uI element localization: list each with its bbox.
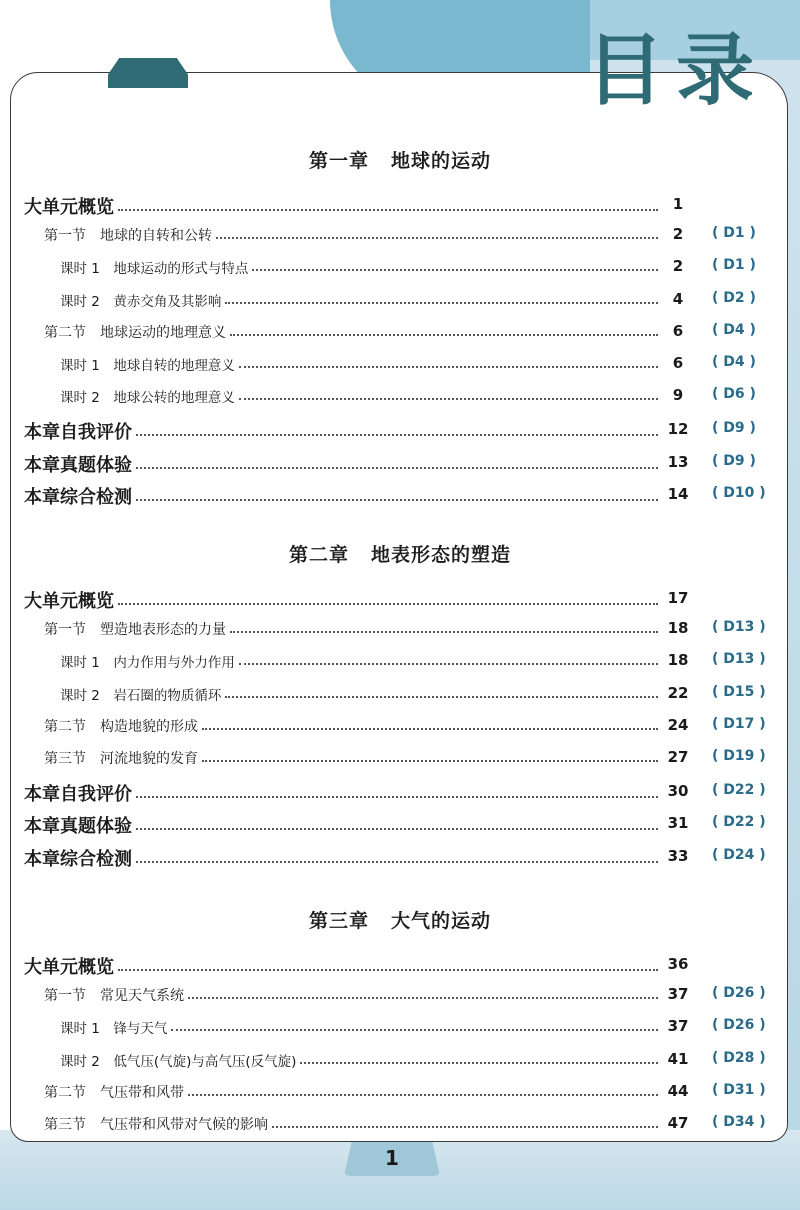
toc-entry-answer-ref: ( D17 ) [712, 715, 766, 732]
toc-entry-label: 课时 2 岩石圈的物质循环 [60, 687, 222, 704]
toc-entry[interactable] [0, 780, 800, 808]
toc-entry[interactable] [0, 322, 800, 350]
toc-entry-page: 47 [667, 1114, 689, 1132]
toc-entry[interactable] [0, 193, 800, 221]
chapter-number: 第三章 [309, 906, 369, 933]
chapter-number: 第一章 [309, 146, 369, 173]
toc-entry-answer-ref: ( D22 ) [712, 814, 766, 831]
toc-entry-page: 24 [667, 715, 689, 734]
chapter-heading [0, 540, 800, 567]
dot-leader [239, 366, 658, 368]
toc-entry-label: 大单元概览 [24, 197, 114, 218]
toc-entry-answer-ref: ( D6 ) [712, 386, 756, 403]
toc-entry[interactable] [0, 1017, 800, 1045]
toc-entry-answer-ref: ( D15 ) [712, 683, 766, 700]
chapter-heading-text [283, 906, 517, 933]
toc-entry-label: 本章自我评价 [24, 422, 132, 444]
toc-entry-label: 课时 2 低气压(气旋)与高气压(反气旋) [60, 1053, 297, 1070]
toc-entry-label: 第二节 气压带和风带 [44, 1084, 184, 1101]
toc-entry-label: 课时 1 内力作用与外力作用 [60, 655, 235, 672]
toc-entry-page: 1 [672, 195, 684, 213]
toc-entry[interactable] [0, 257, 800, 285]
toc-entry[interactable] [0, 386, 800, 414]
toc-entry-answer-ref: ( D26 ) [712, 1017, 766, 1034]
chapter-heading [0, 906, 800, 933]
toc-entry-label: 第三节 气压带和风带对气候的影响 [44, 1117, 268, 1133]
toc-entry-page: 13 [667, 452, 689, 471]
toc-entry-answer-ref: ( D13 ) [712, 651, 766, 668]
chapter-title: 地表形态的塑造 [371, 540, 511, 567]
toc-entry[interactable] [0, 651, 800, 679]
toc-entry-label: 本章自我评价 [24, 784, 132, 806]
toc-entry[interactable] [0, 748, 800, 776]
toc-entry-answer-ref: ( D22 ) [712, 782, 766, 799]
toc-entry-page: 31 [667, 814, 689, 833]
toc-entry-label: 本章真题体验 [24, 454, 132, 476]
page-title: 目录 [585, 26, 766, 116]
toc-entry-label: 第一节 地球的自转和公转 [44, 228, 212, 245]
toc-entry[interactable] [0, 418, 800, 446]
toc-entry-page: 4 [672, 289, 684, 308]
toc-entry[interactable] [0, 587, 800, 615]
dot-leader [136, 499, 658, 501]
toc-entry-page: 44 [667, 1081, 689, 1100]
toc-entry-answer-ref: ( D19 ) [712, 748, 766, 764]
toc-entry-label: 第一节 塑造地表形态的力量 [44, 622, 226, 639]
toc-entry-answer-ref: ( D9 ) [712, 420, 756, 437]
toc-entry-answer-ref: ( D34 ) [712, 1114, 766, 1130]
toc-entry-label: 第二节 地球运动的地理意义 [44, 324, 226, 341]
toc-entry-page: 27 [667, 748, 689, 766]
toc-entry-answer-ref: ( D9 ) [712, 452, 756, 469]
dot-leader [136, 796, 658, 798]
toc-entry[interactable] [0, 619, 800, 647]
dot-leader [225, 302, 658, 304]
toc-entry-answer-ref: ( D1 ) [712, 225, 756, 242]
toc-entry[interactable] [0, 290, 800, 318]
toc-entry-label: 大单元概览 [24, 591, 114, 612]
chapter-number: 第二章 [289, 540, 349, 567]
toc-entry-page: 17 [667, 589, 689, 607]
toc-entry-answer-ref: ( D2 ) [712, 289, 756, 306]
dot-leader [136, 467, 658, 469]
toc-entry[interactable] [0, 985, 800, 1013]
toc-entry-page: 41 [667, 1049, 689, 1068]
header-tab-decoration [108, 58, 188, 88]
dot-leader [171, 1029, 658, 1031]
toc-entry[interactable] [0, 354, 800, 382]
toc-entry-page: 37 [667, 1017, 689, 1036]
toc-entry-page: 9 [672, 386, 684, 405]
toc-entry-page: 37 [667, 985, 689, 1004]
toc-entry-label: 第一节 常见天气系统 [44, 988, 184, 1005]
dot-leader [188, 1094, 658, 1096]
dot-leader [239, 398, 658, 400]
toc-entry-label: 课时 2 黄赤交角及其影响 [60, 293, 222, 310]
dot-leader [300, 1062, 658, 1064]
dot-leader [136, 434, 658, 436]
dot-leader [136, 828, 658, 830]
toc-entry-answer-ref: ( D4 ) [712, 321, 756, 338]
dot-leader [252, 269, 658, 271]
toc-entry-page: 33 [667, 846, 689, 865]
toc-entry[interactable] [0, 953, 800, 981]
toc-entry-answer-ref: ( D1 ) [712, 257, 756, 274]
dot-leader [230, 631, 658, 633]
toc-entry-label: 课时 1 锋与天气 [60, 1021, 168, 1038]
toc-entry-page: 6 [672, 321, 684, 340]
dot-leader [136, 861, 658, 863]
toc-entry-label: 第二节 构造地貌的形成 [44, 718, 198, 735]
chapter-title: 大气的运动 [391, 906, 491, 933]
toc-entry[interactable] [0, 812, 800, 840]
toc-entry-answer-ref: ( D10 ) [712, 484, 766, 501]
toc-entry-label: 第三节 河流地貌的发育 [44, 751, 198, 767]
page-number: 1 [385, 1146, 399, 1170]
chapter-heading-text [283, 146, 517, 173]
toc-entry-page: 36 [667, 955, 689, 973]
toc-entry-answer-ref: ( D13 ) [712, 619, 766, 636]
dot-leader [118, 209, 658, 211]
toc-entry-answer-ref: ( D28 ) [712, 1049, 766, 1066]
toc-entry-label: 本章综合检测 [24, 848, 132, 870]
toc-entry[interactable] [0, 716, 800, 744]
dot-leader [188, 997, 658, 999]
dot-leader [225, 696, 658, 698]
toc-entry[interactable] [0, 1082, 800, 1110]
dot-leader [202, 728, 658, 730]
chapter-heading-text [263, 540, 537, 567]
toc-entry[interactable] [0, 845, 800, 873]
toc-entry[interactable] [0, 1050, 800, 1078]
toc-entry[interactable] [0, 483, 800, 511]
toc-entry-label: 大单元概览 [24, 957, 114, 978]
toc-entry[interactable] [0, 225, 800, 253]
toc-entry-page: 22 [667, 683, 689, 702]
toc-entry[interactable] [0, 451, 800, 479]
dot-leader [118, 603, 658, 605]
toc-entry-page: 18 [667, 651, 689, 670]
chapter-heading [0, 146, 800, 173]
dot-leader [230, 334, 658, 336]
toc-entry-label: 本章综合检测 [24, 486, 132, 508]
toc-entry[interactable] [0, 1114, 800, 1142]
toc-entry[interactable] [0, 684, 800, 712]
toc-entry-answer-ref: ( D31 ) [712, 1081, 766, 1098]
toc-entry-label: 课时 2 地球公转的地理意义 [60, 390, 235, 407]
toc-entry-page: 2 [672, 225, 684, 244]
dot-leader [216, 237, 658, 239]
toc-entry-answer-ref: ( D24 ) [712, 846, 766, 863]
dot-leader [272, 1126, 658, 1128]
toc-entry-answer-ref: ( D26 ) [712, 985, 766, 1002]
toc-entry-label: 课时 1 地球自转的地理意义 [60, 358, 235, 374]
toc-entry-label: 课时 1 地球运动的形式与特点 [60, 261, 249, 278]
dot-leader [118, 969, 658, 971]
toc-entry-page: 6 [672, 354, 684, 372]
toc-entry-page: 18 [667, 619, 689, 638]
dot-leader [239, 663, 658, 665]
toc-entry-page: 14 [667, 484, 689, 503]
dot-leader [202, 760, 658, 762]
toc-entry-label: 本章真题体验 [24, 816, 132, 838]
chapter-title: 地球的运动 [391, 146, 491, 173]
toc-entry-page: 12 [667, 420, 689, 439]
toc-entry-answer-ref: ( D4 ) [712, 354, 756, 370]
toc-entry-page: 2 [672, 257, 684, 276]
toc-entry-page: 30 [667, 782, 689, 801]
